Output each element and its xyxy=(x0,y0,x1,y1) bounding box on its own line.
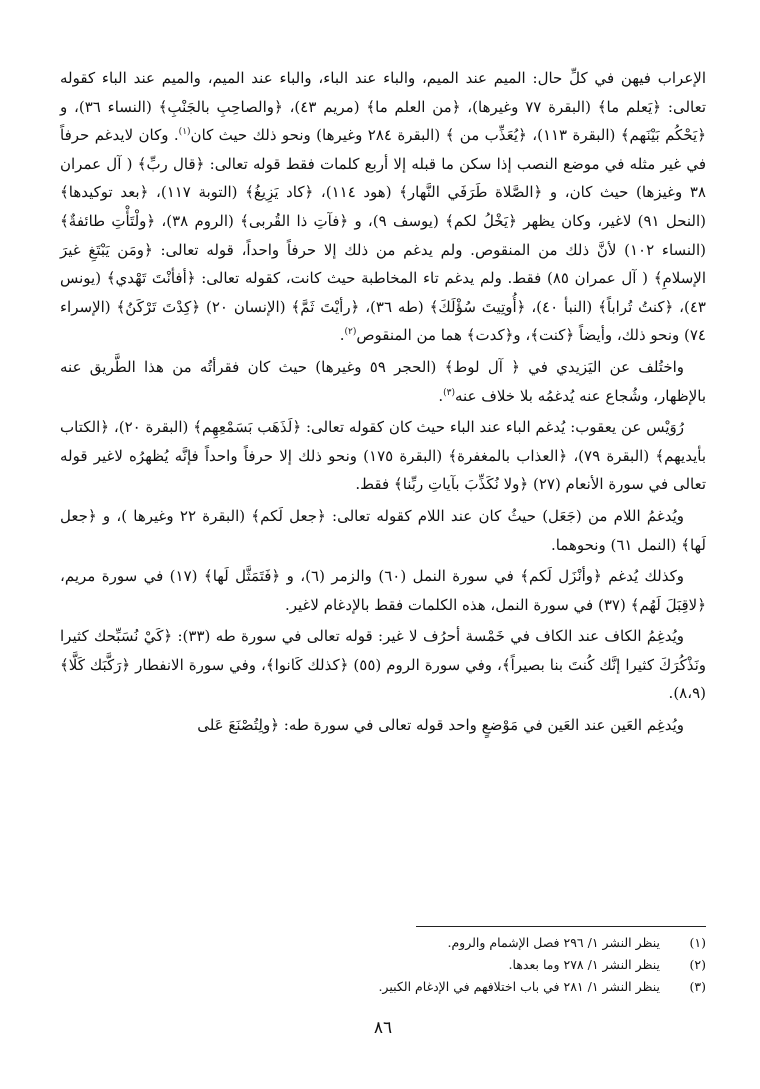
paragraph-2-text: واختُلف عن اليَزيدي في ﴿ آل لوط﴾ (الحجر ٥٩ وغيرها) حيث كان فقرأتُه من هذا الطَّريق عنه بالإظهار، وشُجاع عنه يُدغمُه بلا خلاف عنه xyxy=(60,357,706,405)
paragraph-1-tail: . وكان لايدغم حرفاً في غير مثله في موضع النصب إذا سكن ما قبله إلا أربع كلمات فقط قوله تعالى: ﴿قال ربِّ﴾ ( آل عمران ٣٨ وغيزها) حيث كان، و ﴿الصَّلاة طَرَفَي النَّهار﴾ (هود ١١٤)، ﴿كاد يَزِيغُ﴾ (التوبة ١١٧)، ﴿بعد توكيدها﴾ (النحل ٩١) لاغير، وكان يظهر ﴿يَخْلُ لكم﴾ (يوسف ٩)، و ﴿فآتِ ذا القُربى﴾ (الروم ٣٨)، ﴿ولْتَأْتِ طائفةٌ﴾ (النساء ١٠٢) لأنَّ ذلك من المنقوص. ولم يدغم من ذلك إلا حرفاً واحداً، قوله تعالى: ﴿ومَن يَبْتَغِ غيرَ الإسلامِ﴾ ( آل عمران ٨٥) فقط. ولم يدغم تاء المخاطبة حيث كانت، كقوله تعالى: ﴿أفأنْتَ تَهْدي﴾ (يونس ٤٣)، ﴿كنتُ تُراباً﴾ (النبأ ٤٠)، ﴿أُوتِيتَ سُؤْلَكَ﴾ (طه ٣٦)، ﴿رأيْتَ ثَمَّ﴾ (الإنسان ٢٠) ﴿كِدْتَ تَرْكَنُ﴾ (الإسراء ٧٤) ونحو ذلك، وأيضاً ﴿كنت﴾، و﴿كدت﴾ هما من المنقوص xyxy=(60,126,707,345)
footnote-3 xyxy=(60,976,706,998)
paragraph-6: ويُدغِمُ الكاف عند الكاف في خَمْسة أحرُف لا غير: قوله تعالى في سورة طه (٣٣): ﴿كَيْ نُسَبِّحك كثيرا ونَذْكُرَكَ كثيرا إنَّك كُنتَ بنا بصيراً﴾، وفي سورة الروم (٥٥) ﴿كذلك كَانوا﴾، وفي سورة الانفطار ﴿رَكَّبَك كَلَّا﴾ (٨،٩). xyxy=(60,627,707,703)
footnote-ref-3: (٣) xyxy=(443,387,456,398)
paragraph-4: ويُدغمُ اللام من (جَعَل) حيثُ كان عند اللام كقوله تعالى: ﴿جعل لَكم﴾ (البقرة ٢٢ وغيرها )، و ﴿جعل لَها﴾ (النمل ٦١) ونحوهما. xyxy=(60,506,706,554)
footnote-ref-1: (١) xyxy=(178,127,191,138)
footnotes xyxy=(60,932,706,998)
paragraph-2 xyxy=(60,353,706,410)
book-page xyxy=(60,64,706,1049)
footnote-ref-2: (٢) xyxy=(344,327,357,338)
footnote-number: (٢) xyxy=(689,957,706,972)
paragraph-1-text: الإعراب فيهن في كلِّ حال: الميم عند الميم، والباء عند الباء، والباء عند الميم، والميم عند الباء كقوله تعالى: ﴿يَعلم ما﴾ (البقرة ٧٧ وغيرها)، ﴿من العلم ما﴾ (مريم ٤٣)، ﴿والصاحِبِ بالجَنْبِ﴾ (النساء ٣٦)، و ﴿يَحْكُم بَيْنَهم﴾ (البقرة ١١٣)، ﴿يُعَذِّب من ﴾ (البقرة ٢٨٤ وغيرها) ونحو ذلك حيث كان xyxy=(60,69,707,145)
paragraph-1 xyxy=(60,64,706,350)
main-text xyxy=(60,64,706,740)
footnote-number: (١) xyxy=(689,935,706,950)
paragraph-1-end: . xyxy=(339,326,345,345)
footnote-1 xyxy=(60,932,706,954)
footnote-text: ينظر النشر ١/ ٢٨١ في باب اختلافهم في الإدغام الكبير. xyxy=(378,979,660,994)
paragraph-7: ويُدغِم العَين عند العَين في مَوْضعٍ واحد قوله تعالى في سورة طه: ﴿ولِتُصْنَعَ عَلى xyxy=(197,716,684,735)
footnote-divider xyxy=(416,926,706,927)
footnote-text: ينظر النشر ١/ ٢٧٨ وما بعدها. xyxy=(508,957,660,972)
paragraph-5: وكذلك يُدغم ﴿وأنْزَل لَكم﴾ في سورة النمل (٦٠) والزمر (٦)، و ﴿فَتَمَثَّل لَها﴾ (١٧) في سورة مريم، ﴿لاقِبَلَ لَهُم﴾ (٣٧) في سورة النمل، هذه الكلمات فقط بالإدغام لاغير. xyxy=(60,567,706,614)
footnote-number: (٣) xyxy=(689,979,706,994)
page-number: ٨٦ xyxy=(373,1018,393,1038)
paragraph-2-end: . xyxy=(438,386,444,405)
footnote-2 xyxy=(60,954,706,976)
footnote-text: ينظر النشر ١/ ٢٩٦ فصل الإشمام والروم. xyxy=(447,935,660,950)
paragraph-3: رُوَيْس عن يعقوب: يُدغم الباء عند الباء حيث كان كقوله تعالى: ﴿لَذَهَب بَسَمْعِهِم﴾ (البقرة ٢٠)، ﴿الكتاب بأيديهم﴾ (البقرة ٧٩)، ﴿العذاب بالمغفرة﴾ (البقرة ١٧٥) ونحو ذلك إلا حرفاً واحداً فإنَّه يُظهرُه لاغير قوله تعالى في سورة الأنعام (٢٧) ﴿ولا نُكَذِّبَ بآياتِ ربِّنا﴾ فقط. xyxy=(60,418,706,494)
